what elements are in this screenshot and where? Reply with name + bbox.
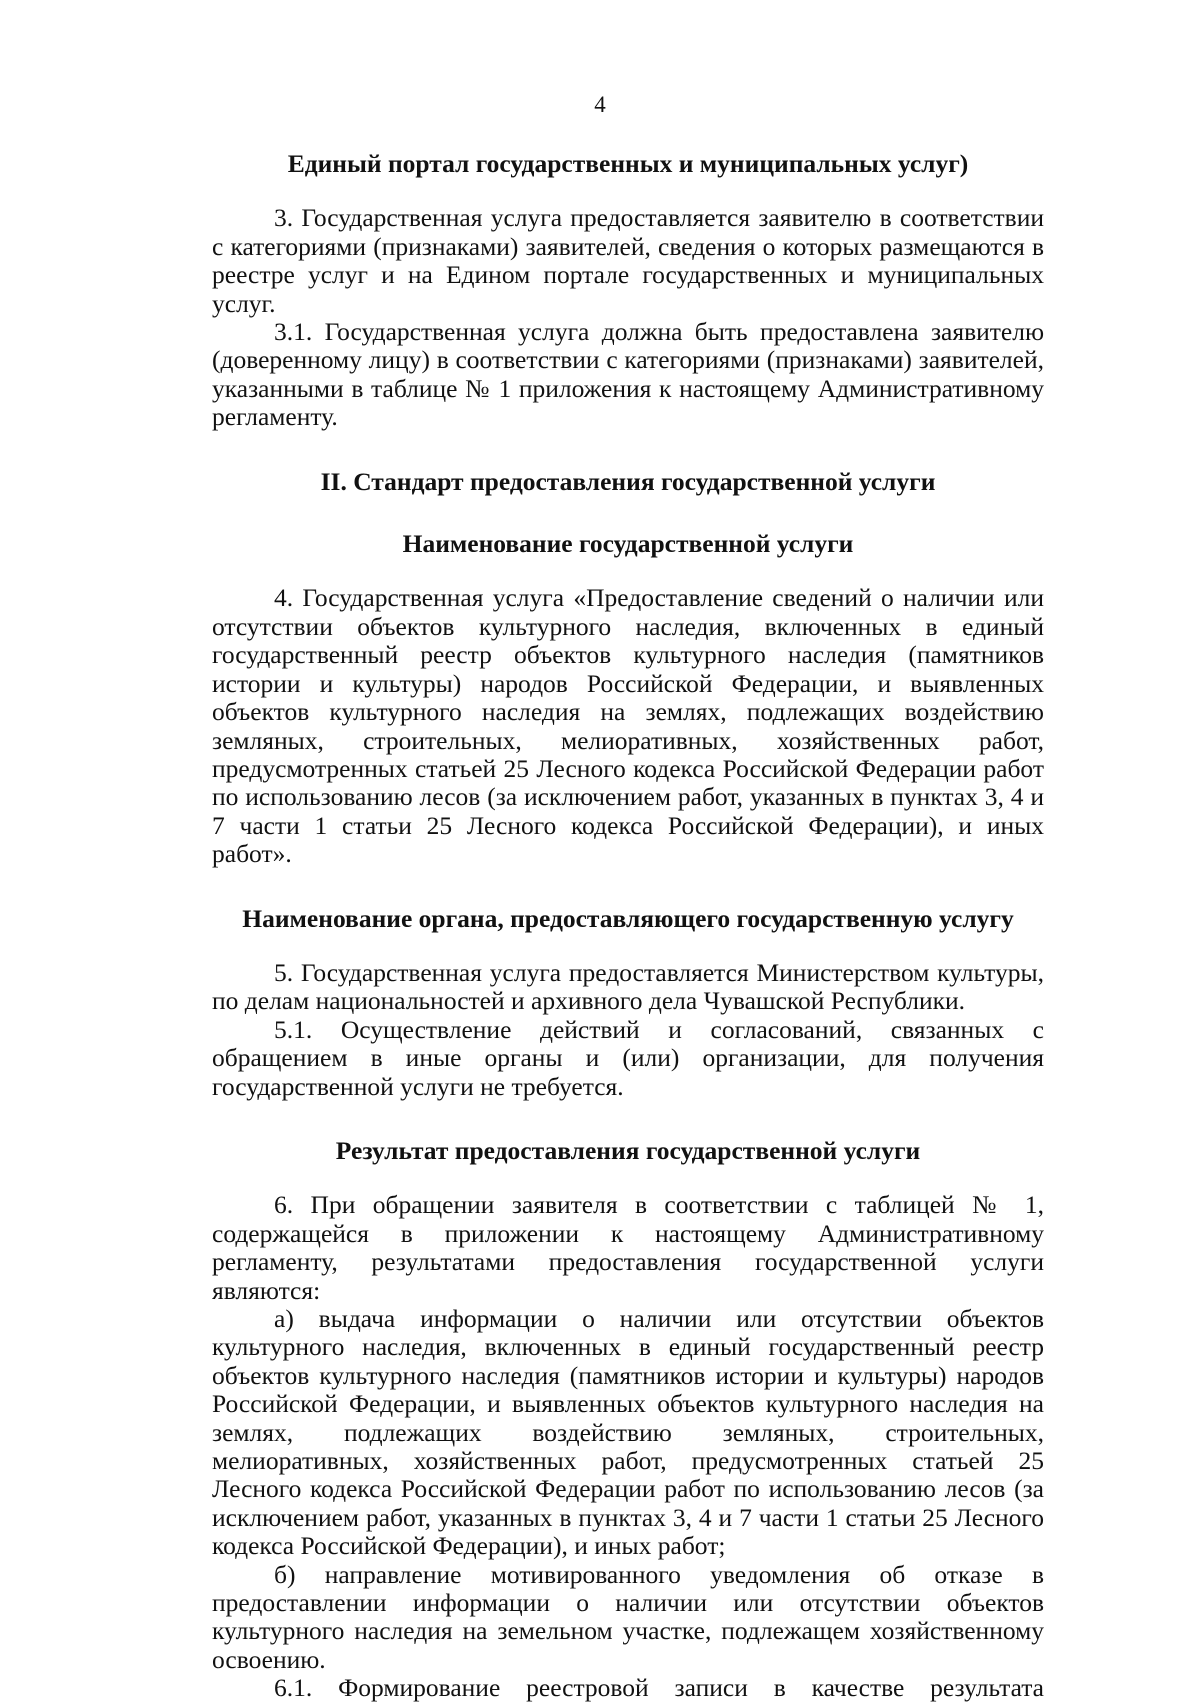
paragraph-5-1: 5.1. Осуществление действий и согласований, связанных с обращением в иные органы и (или) организации, для получения государственной услуги не требуется. [212, 1014, 1044, 1101]
heading-service-name: Наименование государственной услуги [402, 529, 854, 559]
paragraph-3-1: 3.1. Государственная услуга должна быть предоставлена заявителю (доверенному лицу) в соответствии с категориями (признаками) заявителей, указанными в таблице № 1 приложения к настоящему Административному регламенту. [212, 317, 1044, 432]
continued-heading: Единый портал государственных и муниципальных услуг) [287, 149, 969, 178]
page-number: 4 [594, 92, 606, 117]
heading-authority: Наименование органа, предоставляющего государственную услугу [242, 903, 1014, 933]
document-body [212, 150, 1044, 1703]
paragraph-6-a: а) выдача информации о наличии или отсутствии объектов культурного наследия, включенных в единый государственный реестр объектов культурного наследия (памятников истории и культуры) народов Российской Федерации, и выявленных объектов культурного наследия на землях, подлежащих воздействию земляных, строительных, мелиоративных, хозяйственных работ, предусмотренных статьей 25 Лесного кодекса Российской Федерации работ по использованию лесов (за исключением работ, указанных в пунктах 3, 4 и 7 части 1 статьи 25 Лесного кодекса Российской Федерации), и иных работ; [212, 1304, 1044, 1561]
paragraph-6-1: 6.1. Формирование реестровой записи в качестве результата [274, 1673, 1044, 1703]
paragraph-5: 5. Государственная услуга предоставляется Министерством культуры, по делам национальностей и архивного дела Чувашской Республики. [212, 957, 1044, 1016]
section-2-title: II. Стандарт предоставления государственной услуги [320, 466, 936, 496]
paragraph-3: 3. Государственная услуга предоставляется заявителю в соответствии с категориями (признаками) заявителей, сведения о которых размещаются в реестре услуг и на Едином портале государственных и муниципальных услуг. [212, 203, 1044, 318]
paragraph-4: 4. Государственная услуга «Предоставление сведений о наличии или отсутствии объектов культурного наследия, включенных в единый государственный реестр объектов культурного наследия (памятников истории и культуры) народов Российской Федерации, и выявленных объектов культурного наследия на землях, подлежащих воздействию земляных, строительных, мелиоративных, хозяйственных работ, предусмотренных статьей 25 Лесного кодекса Российской Федерации работ по использованию лесов (за исключением работ, указанных в пунктах 3, 4 и 7 части 1 статьи 25 Лесного кодекса Российской Федерации), и иных работ». [212, 583, 1044, 869]
paragraph-6-b: б) направление мотивированного уведомления об отказе в предоставлении информации о наличии или отсутствии объектов культурного наследия на земельном участке, подлежащем хозяйственному освоению. [212, 1559, 1044, 1674]
heading-result: Результат предоставления государственной услуги [335, 1135, 921, 1165]
paragraph-6: 6. При обращении заявителя в соответствии с таблицей № 1, содержащейся в приложении к настоящему Административному регламенту, результатами предоставления государственной услуги являются: [212, 1190, 1044, 1305]
